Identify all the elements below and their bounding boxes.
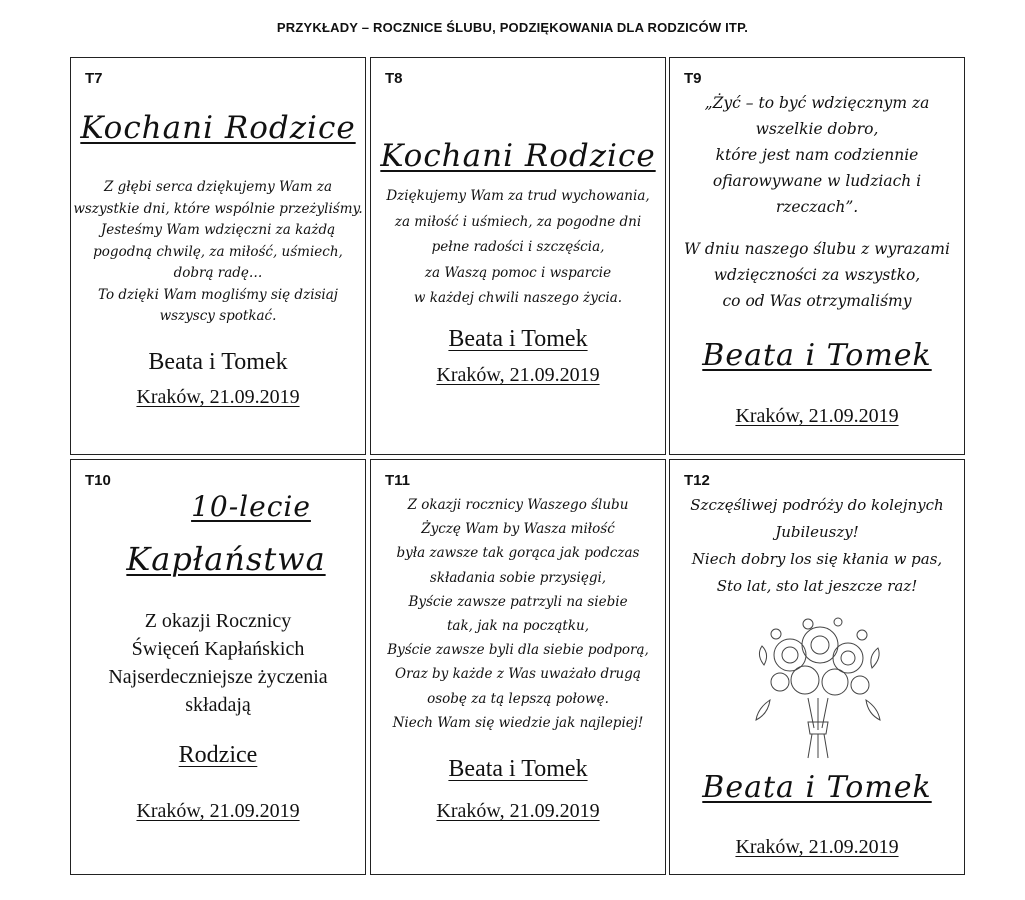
page-title: PRZYKŁADY – ROCZNICE ŚLUBU, PODZIĘKOWANIA DLA RODZICÓW ITP. [276, 20, 749, 35]
signature-names: Beata i Tomek [702, 770, 932, 805]
text-line: pogodną chwilę, za miłość, uśmiech, [93, 243, 343, 260]
card-code: T8 [385, 70, 403, 87]
card-heading-line1: 10-lecie [191, 490, 311, 523]
card-text [371, 184, 665, 312]
card-code: T11 [385, 472, 411, 489]
text-line: wdzięczności za wszystko, [713, 266, 921, 284]
text-line: wszystkie dni, które wspólnie przeżyliśmy. [73, 200, 363, 217]
card-code: T7 [85, 70, 103, 87]
text-line: za miłość i uśmiech, za pogodne dni [394, 213, 642, 230]
text-line: tak, jak na początku, [446, 618, 590, 635]
signature-place: Kraków, 21.09.2019 [436, 800, 600, 822]
card-text [670, 90, 964, 314]
text-line: Oraz by każde z Was uważało drugą [395, 666, 641, 683]
card-code: T9 [684, 70, 702, 87]
text-line: „Żyć – to być wdzięcznym za [704, 94, 930, 112]
card-t8 [370, 57, 666, 455]
card-t9 [669, 57, 965, 455]
text-line: Z okazji rocznicy Waszego ślubu [407, 497, 629, 513]
card-text [371, 493, 665, 735]
card-t11 [370, 459, 666, 875]
text-line: Niech Wam się wiedzie jak najlepiej! [392, 714, 644, 731]
text-line: Sto lat, sto lat jeszcze raz! [716, 577, 918, 595]
text-line: Życzę Wam by Wasza miłość [421, 521, 615, 538]
text-line: w każdej chwili naszego życia. [413, 290, 623, 306]
text-line: rzeczach”. [775, 198, 859, 216]
text-line: za Waszą pomoc i wsparcie [424, 264, 612, 281]
signature-place: Kraków, 21.09.2019 [735, 405, 899, 427]
card-code: T10 [85, 472, 111, 489]
text-line: Jesteśmy Wam wdzięczni za każdą [100, 222, 336, 238]
signature-names: Beata i Tomek [448, 326, 588, 352]
text-line: Szczęśliwej podróży do kolejnych [690, 496, 944, 514]
text-line: wszyscy spotkać. [159, 308, 277, 324]
text-line: Dziękujemy Wam za trud wychowania, [386, 188, 650, 204]
text-line: składają [185, 694, 251, 716]
text-line: osobę za tą lepszą połowę. [427, 690, 609, 707]
text-line: Święceń Kapłańskich [131, 638, 305, 660]
text-line: pełne radości i szczęścia, [431, 239, 605, 255]
signature-place: Kraków, 21.09.2019 [735, 836, 899, 858]
text-line: Z okazji Rocznicy [144, 610, 292, 632]
card-heading: Kochani Rodzice [80, 110, 356, 146]
text-line: co od Was otrzymaliśmy [722, 292, 912, 310]
card-text [670, 492, 964, 600]
text-line: które jest nam codziennie [715, 146, 919, 164]
text-line: Jubileuszy! [775, 523, 859, 541]
text-line: W dniu naszego ślubu z wyrazami [684, 240, 950, 258]
signature-place: Kraków, 21.09.2019 [136, 386, 300, 408]
signature-names: Rodzice [178, 742, 258, 768]
signature-names: Beata i Tomek [702, 338, 932, 373]
signature-names: Beata i Tomek [448, 756, 588, 782]
text-line: była zawsze tak gorąca jak podczas [396, 545, 640, 562]
card-t7 [70, 57, 366, 455]
card-heading-line2: Kapłaństwa [126, 540, 326, 578]
text-line: wszelkie dobro, [755, 120, 879, 138]
text-line: dobrą radę… [173, 265, 263, 281]
card-text [71, 607, 365, 719]
text-line: Najserdeczniejsze życzenia [108, 666, 328, 688]
signature-place: Kraków, 21.09.2019 [136, 800, 300, 822]
card-t12 [669, 459, 965, 875]
text-line: To dzięki Wam mogliśmy się dzisiaj [97, 286, 338, 303]
card-t10 [70, 459, 366, 875]
bouquet-illustration [750, 610, 886, 760]
text-line: Z głębi serca dziękujemy Wam za [103, 179, 333, 195]
text-line: Niech dobry los się kłania w pas, [691, 550, 943, 568]
text-line [670, 220, 964, 236]
signature-names: Beata i Tomek [148, 349, 288, 375]
text-line: składania sobie przysięgi, [429, 569, 607, 586]
text-line: Byście zawsze patrzyli na siebie [408, 593, 628, 610]
card-heading: Kochani Rodzice [380, 138, 656, 174]
text-line: Byście zawsze byli dla siebie podporą, [387, 642, 649, 659]
card-text [71, 177, 365, 328]
card-code: T12 [684, 472, 710, 489]
text-line: ofiarowywane w ludziach i [712, 172, 922, 190]
signature-place: Kraków, 21.09.2019 [436, 364, 600, 386]
